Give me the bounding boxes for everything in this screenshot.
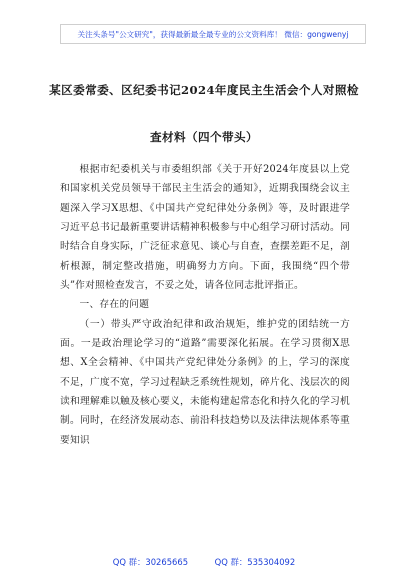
intro-paragraph: 根据市纪委机关与市委组织部《关于开好2024年度县以上党和国家机关党员领导干部民主生活会的通知》，近期我围绕会议主题深入学习X思想、《中国共产党纪律处分条例》等，及时跟进学习近平总书记最新重要讲话精神积极参与中心组学习研讨活动。同时结合自身实际，广泛征求意见、谈心与自查，查摆差距不足，剖析根源，制定整改措施，明确努力方向。下面，我围绕“四个带头”作对照检查发言，不妥之处，请各位同志批评指正。 bbox=[60, 164, 350, 292]
document-body bbox=[60, 160, 350, 450]
footer-qq-groups: QQ 群：30265665 QQ 群：535304092 bbox=[112, 557, 296, 567]
promo-banner: 关注头条号"公文研究"，获得最新最全最专业的公文资料库！ 微信：gongwenyj bbox=[60, 24, 366, 44]
subsection-paragraph: （一）带头严守政治纪律和政治规矩，维护党的团结统一方面。一是政治理论学习的“道路”需要深化拓展。在学习贯彻X思想、X全会精神、《中国共产党纪律处分条例》的上，学习的深度不足，广度不宽，学习过程缺乏系统性规划，碎片化、浅层次的阅读和理解难以触及核心要义，未能构建起常态化和持久化的学习机制。同时，在经济发展动态、前沿科技趋势以及法律法规体系等重要知识 bbox=[60, 318, 350, 446]
section-heading: 一、存在的问题 bbox=[79, 299, 150, 311]
document-title-line-1: 某区委常委、区纪委书记2024年度民主生活会个人对照检 bbox=[49, 83, 359, 97]
document-title-line-2: 查材料（四个带头） bbox=[150, 130, 258, 144]
